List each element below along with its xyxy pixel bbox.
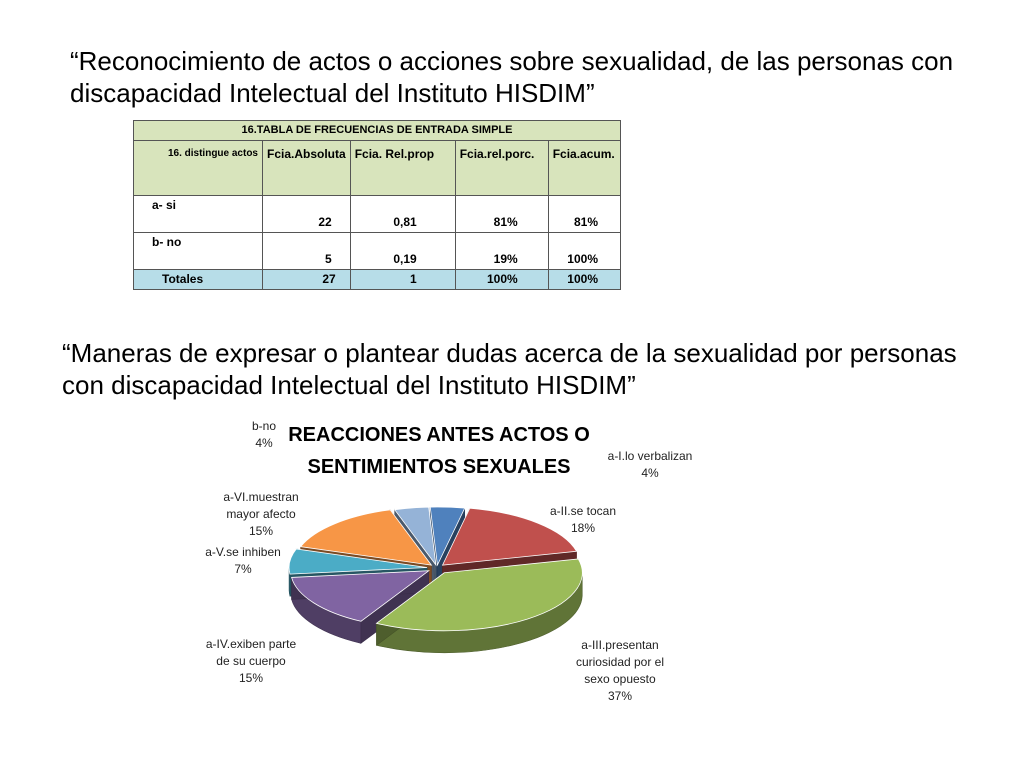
cell-porc: 100%	[455, 270, 548, 290]
slice-label	[223, 490, 298, 538]
cell-acum: 100%	[548, 270, 620, 290]
slice-label	[608, 449, 693, 480]
table-header-cell: Fcia.acum.	[548, 141, 620, 196]
slice-label	[576, 638, 664, 703]
chart-title-line-1: REACCIONES ANTES ACTOS O	[288, 424, 590, 446]
table-header-cell: Fcia.Absoluta	[263, 141, 351, 196]
pie-chart	[180, 410, 720, 720]
slice-label-line: sexo opuesto	[584, 672, 656, 686]
frequency-table	[133, 120, 621, 290]
heading-maneras: “Maneras de expresar o plantear dudas acerca de la sexualidad por personas con discapacidad Intelectual del Instituto HISDIM”	[62, 338, 957, 400]
table-header-cell: 16. distingue actos	[134, 141, 263, 196]
table-row-totals	[134, 270, 621, 290]
row-label: Totales	[134, 270, 263, 290]
slice-label-line: a-III.presentan	[581, 638, 659, 652]
slice-label-line: 18%	[570, 521, 596, 535]
table-header-cell: Fcia. Rel.prop	[350, 141, 455, 196]
slice-label-line: 4%	[255, 436, 273, 450]
cell-abs: 27	[263, 270, 351, 290]
slice-label-line: 15%	[238, 671, 264, 685]
slice-label-line: de su cuerpo	[216, 654, 286, 668]
cell-porc: 19%	[455, 233, 548, 270]
slice-label-line: a-V.se inhiben	[205, 545, 281, 559]
slice-label-line: a-IV.exiben parte	[205, 637, 297, 651]
table-header-cell: Fcia.rel.porc.	[455, 141, 548, 196]
slice-label	[550, 504, 616, 535]
slice-label-line: a-I.lo verbalizan	[607, 449, 693, 463]
slice-label-line: 15%	[248, 524, 274, 538]
table-row	[134, 196, 621, 233]
slice-label-line: 7%	[234, 562, 252, 576]
cell-prop: 0,81	[350, 196, 455, 233]
cell-porc: 81%	[455, 196, 548, 233]
cell-prop: 0,19	[350, 233, 455, 270]
slice-label	[252, 419, 276, 450]
table-title: 16.TABLA DE FRECUENCIAS DE ENTRADA SIMPLE	[134, 121, 621, 141]
table-row	[134, 233, 621, 270]
slice-label-line: curiosidad por el	[575, 655, 665, 669]
cell-abs: 22	[263, 196, 351, 233]
cell-acum: 100%	[548, 233, 620, 270]
cell-acum: 81%	[548, 196, 620, 233]
slice-label-line: mayor afecto	[226, 507, 296, 521]
slice-label-line: 37%	[607, 689, 633, 703]
cell-abs: 5	[263, 233, 351, 270]
slice-label-line: 4%	[641, 466, 659, 480]
slice-label-line: a-II.se tocan	[549, 504, 617, 518]
slice-label	[206, 637, 297, 685]
pie-slices	[289, 507, 582, 653]
slice-label-line: b-no	[251, 419, 277, 433]
heading-reconocimiento: “Reconocimiento de actos o acciones sobre sexualidad, de las personas con discapacidad Intelectual del Instituto HISDIM”	[70, 46, 954, 108]
chart-title-line-2: SENTIMIENTOS SEXUALES	[307, 456, 571, 478]
cell-prop: 1	[350, 270, 455, 290]
row-label: b- no	[134, 233, 263, 270]
slice-label-line: a-VI.muestran	[223, 490, 299, 504]
slice-label	[205, 545, 281, 576]
row-label: a- si	[134, 196, 263, 233]
